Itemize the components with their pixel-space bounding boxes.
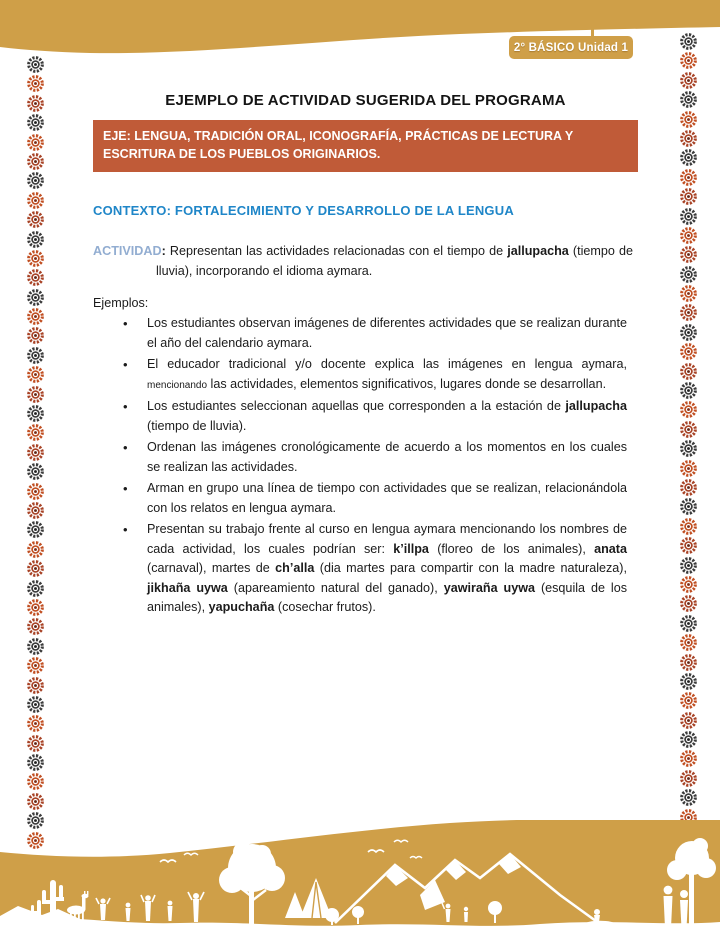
left-ornament-border <box>26 55 45 850</box>
gear-motif-icon <box>26 695 45 714</box>
gear-motif-icon <box>26 501 45 520</box>
gear-motif-icon <box>26 249 45 268</box>
gear-motif-icon <box>679 691 698 710</box>
gear-motif-icon <box>26 94 45 113</box>
gear-motif-icon <box>26 792 45 811</box>
gear-motif-icon <box>679 32 698 51</box>
gear-motif-icon <box>679 148 698 167</box>
gear-motif-icon <box>26 346 45 365</box>
contexto-heading: CONTEXTO: FORTALECIMIENTO Y DESARROLLO DE LA LENGUA <box>93 203 514 218</box>
ejemplos-label: Ejemplos: <box>93 296 149 310</box>
gear-motif-icon <box>679 110 698 129</box>
gear-motif-icon <box>679 730 698 749</box>
gear-motif-icon <box>679 497 698 516</box>
gear-motif-icon <box>679 168 698 187</box>
gear-motif-icon <box>679 517 698 536</box>
gear-motif-icon <box>679 226 698 245</box>
gear-motif-icon <box>26 559 45 578</box>
ejemplos-item: • Arman en grupo una línea de tiempo con actividades que se realizan, relacionándola con los relatos en lengua aymara. <box>147 479 627 518</box>
gear-motif-icon <box>679 769 698 788</box>
gear-motif-icon <box>26 676 45 695</box>
gear-motif-icon <box>26 152 45 171</box>
gear-motif-icon <box>26 385 45 404</box>
gear-motif-icon <box>26 462 45 481</box>
gear-motif-icon <box>679 788 698 807</box>
page-title: EJEMPLO DE ACTIVIDAD SUGERIDA DEL PROGRAMA <box>165 92 566 109</box>
gear-motif-icon <box>679 187 698 206</box>
gear-motif-icon <box>26 210 45 229</box>
gear-motif-icon <box>26 74 45 93</box>
ejemplos-list <box>93 314 633 620</box>
ejemplos-item: • Ordenan las imágenes cronológicamente de acuerdo a los momentos en los cuales se realizan las actividades. <box>147 438 627 477</box>
gear-motif-icon <box>679 129 698 148</box>
gear-motif-icon <box>26 423 45 442</box>
gear-motif-icon <box>679 420 698 439</box>
gear-motif-icon <box>26 772 45 791</box>
gear-motif-icon <box>679 711 698 730</box>
gear-motif-icon <box>26 753 45 772</box>
gear-motif-icon <box>26 598 45 617</box>
gear-motif-icon <box>26 365 45 384</box>
gear-motif-icon <box>679 303 698 322</box>
right-ornament-border <box>679 32 698 846</box>
gear-motif-icon <box>679 323 698 342</box>
gear-motif-icon <box>679 71 698 90</box>
gear-motif-icon <box>26 579 45 598</box>
gear-motif-icon <box>26 443 45 462</box>
eje-banner: EJE: LENGUA, TRADICIÓN ORAL, ICONOGRAFÍA, PRÁCTICAS DE LECTURA Y ESCRITURA DE LOS PUEBLOS ORIGINARIOS. <box>93 120 638 172</box>
gear-motif-icon <box>679 672 698 691</box>
actividad-text: Representan las actividades relacionadas con el tiempo de jallupacha (tiempo de lluvia), incorporando el idioma aymara. <box>156 244 633 278</box>
gear-motif-icon <box>26 288 45 307</box>
gear-motif-icon <box>679 439 698 458</box>
ejemplos-item: • Los estudiantes observan imágenes de diferentes actividades que se realizan durante el año del calendario aymara. <box>147 314 627 353</box>
andean-landscape-illustration <box>0 820 720 932</box>
gear-motif-icon <box>679 90 698 109</box>
gear-motif-icon <box>679 536 698 555</box>
gear-motif-icon <box>26 520 45 539</box>
gear-motif-icon <box>679 245 698 264</box>
ejemplos-item: • Presentan su trabajo frente al curso en lengua aymara mencionando los nombres de cada actividad, los cuales podrían ser: k’illpa (floreo de los animales), anata (carnaval), martes de ch’alla (dia martes para compartir con la madre naturaleza), jikhaña uywa (apareamiento natural del ganado), yawiraña uywa (esquila de los animales), yapuchaña (cosechar frutos). <box>147 520 627 618</box>
gear-motif-icon <box>26 540 45 559</box>
actividad-paragraph <box>93 241 633 281</box>
gear-motif-icon <box>26 191 45 210</box>
gear-motif-icon <box>679 556 698 575</box>
actividad-colon: : <box>161 244 166 258</box>
gear-motif-icon <box>26 482 45 501</box>
gear-motif-icon <box>679 400 698 419</box>
gear-motif-icon <box>679 459 698 478</box>
gear-motif-icon <box>26 171 45 190</box>
gear-motif-icon <box>679 575 698 594</box>
gear-motif-icon <box>679 51 698 70</box>
gear-motif-icon <box>26 656 45 675</box>
gear-motif-icon <box>26 268 45 287</box>
gear-motif-icon <box>679 653 698 672</box>
gear-motif-icon <box>679 749 698 768</box>
gear-motif-icon <box>679 594 698 613</box>
actividad-label: ACTIVIDAD <box>93 244 162 258</box>
gear-motif-icon <box>679 614 698 633</box>
gear-motif-icon <box>26 617 45 636</box>
gear-motif-icon <box>26 326 45 345</box>
gear-motif-icon <box>679 478 698 497</box>
gear-motif-icon <box>679 381 698 400</box>
gear-motif-icon <box>679 207 698 226</box>
gear-motif-icon <box>679 362 698 381</box>
gear-motif-icon <box>26 404 45 423</box>
gear-motif-icon <box>679 633 698 652</box>
gear-motif-icon <box>26 113 45 132</box>
gear-motif-icon <box>26 55 45 74</box>
gear-motif-icon <box>26 133 45 152</box>
gear-motif-icon <box>26 230 45 249</box>
gear-motif-icon <box>26 734 45 753</box>
gear-motif-icon <box>679 342 698 361</box>
ejemplos-item: • El educador tradicional y/o docente explica las imágenes en lengua aymara, mencionando las actividades, elementos significativos, lugares donde se desarrollan. <box>147 355 627 395</box>
gear-motif-icon <box>26 637 45 656</box>
gear-motif-icon <box>26 714 45 733</box>
gear-motif-icon <box>26 307 45 326</box>
unit-badge: 2° BÁSICO Unidad 1 <box>509 36 633 59</box>
ejemplos-item: • Los estudiantes seleccionan aquellas que corresponden a la estación de jallupacha (tiempo de lluvia). <box>147 397 627 436</box>
gear-motif-icon <box>679 265 698 284</box>
gear-motif-icon <box>679 284 698 303</box>
